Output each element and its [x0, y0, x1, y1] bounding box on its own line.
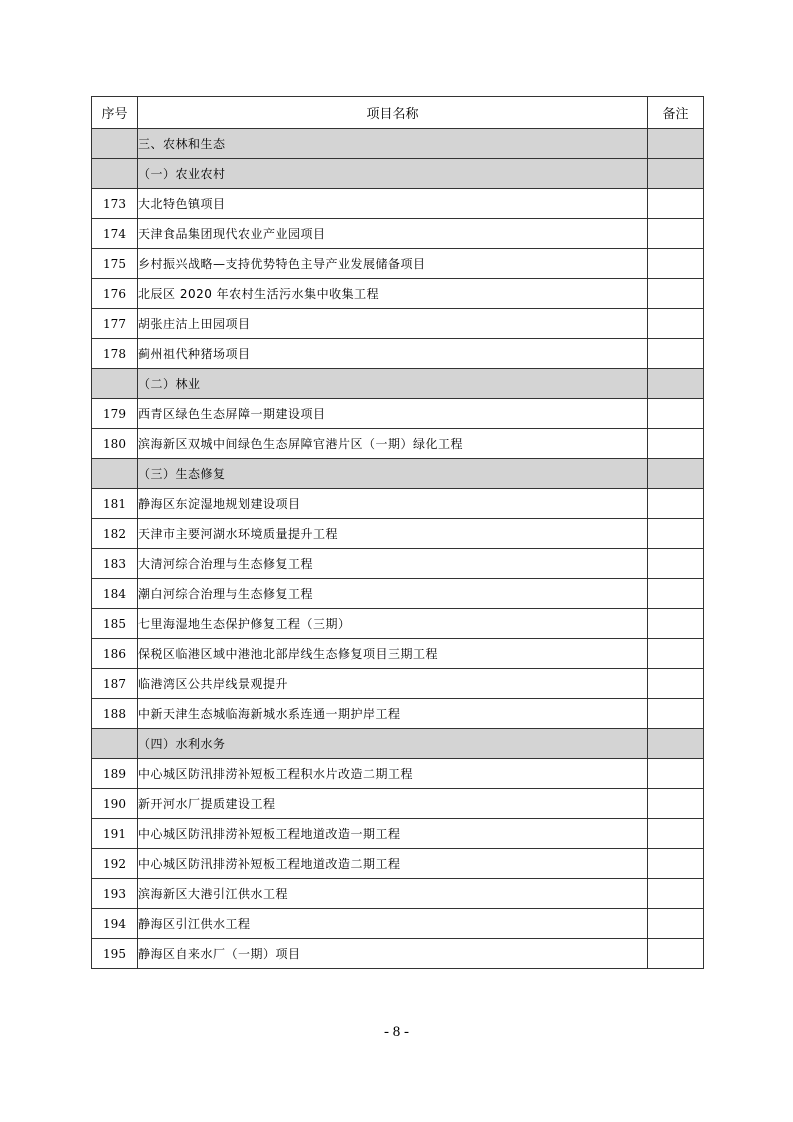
project-name: 保税区临港区域中港池北部岸线生态修复项目三期工程	[138, 639, 648, 669]
table-row	[92, 819, 704, 849]
table-row	[92, 519, 704, 549]
row-number: 193	[92, 879, 138, 909]
section-title: 三、农林和生态	[138, 129, 648, 159]
section-row	[92, 129, 704, 159]
project-name: 新开河水厂提质建设工程	[138, 789, 648, 819]
remarks-cell	[648, 129, 704, 159]
remarks-cell	[648, 939, 704, 969]
project-name: 静海区自来水厂（一期）项目	[138, 939, 648, 969]
row-number: 184	[92, 579, 138, 609]
remarks-cell	[648, 459, 704, 489]
remarks-cell	[648, 609, 704, 639]
table-row	[92, 399, 704, 429]
table-row	[92, 609, 704, 639]
project-name: 静海区东淀湿地规划建设项目	[138, 489, 648, 519]
row-number: 173	[92, 189, 138, 219]
table-row	[92, 849, 704, 879]
project-table	[91, 96, 704, 969]
row-number: 194	[92, 909, 138, 939]
project-name: 中心城区防汛排涝补短板工程地道改造二期工程	[138, 849, 648, 879]
table-row	[92, 219, 704, 249]
header-number: 序号	[92, 97, 138, 129]
remarks-cell	[648, 489, 704, 519]
row-number: 195	[92, 939, 138, 969]
project-name: 中新天津生态城临海新城水系连通一期护岸工程	[138, 699, 648, 729]
project-name: 北辰区 2020 年农村生活污水集中收集工程	[138, 279, 648, 309]
table-row	[92, 309, 704, 339]
section-title: （二）林业	[138, 369, 648, 399]
table-row	[92, 879, 704, 909]
table-row	[92, 759, 704, 789]
section-title: （三）生态修复	[138, 459, 648, 489]
row-number: 191	[92, 819, 138, 849]
section-row	[92, 729, 704, 759]
remarks-cell	[648, 639, 704, 669]
page-number: - 8 -	[384, 1024, 409, 1040]
row-number: 187	[92, 669, 138, 699]
remarks-cell	[648, 309, 704, 339]
table-row	[92, 489, 704, 519]
remarks-cell	[648, 909, 704, 939]
row-number: 174	[92, 219, 138, 249]
remarks-cell	[648, 369, 704, 399]
project-name: 大清河综合治理与生态修复工程	[138, 549, 648, 579]
remarks-cell	[648, 279, 704, 309]
remarks-cell	[648, 819, 704, 849]
remarks-cell	[648, 879, 704, 909]
row-number: 180	[92, 429, 138, 459]
table-row	[92, 579, 704, 609]
section-row	[92, 369, 704, 399]
table-row	[92, 339, 704, 369]
remarks-cell	[648, 549, 704, 579]
row-number	[92, 159, 138, 189]
remarks-cell	[648, 789, 704, 819]
project-name: 西青区绿色生态屏障一期建设项目	[138, 399, 648, 429]
row-number: 179	[92, 399, 138, 429]
remarks-cell	[648, 729, 704, 759]
table-row	[92, 429, 704, 459]
table-row	[92, 189, 704, 219]
remarks-cell	[648, 249, 704, 279]
project-name: 中心城区防汛排涝补短板工程积水片改造二期工程	[138, 759, 648, 789]
row-number	[92, 369, 138, 399]
table-row	[92, 639, 704, 669]
table-row	[92, 939, 704, 969]
row-number: 186	[92, 639, 138, 669]
row-number: 189	[92, 759, 138, 789]
row-number: 181	[92, 489, 138, 519]
row-number: 185	[92, 609, 138, 639]
project-name: 七里海湿地生态保护修复工程（三期）	[138, 609, 648, 639]
project-name: 滨海新区双城中间绿色生态屏障官港片区（一期）绿化工程	[138, 429, 648, 459]
remarks-cell	[648, 699, 704, 729]
table-row	[92, 789, 704, 819]
row-number	[92, 459, 138, 489]
project-name: 滨海新区大港引江供水工程	[138, 879, 648, 909]
header-project-name: 项目名称	[138, 97, 648, 129]
project-name: 天津市主要河湖水环境质量提升工程	[138, 519, 648, 549]
table-body	[92, 129, 704, 969]
project-name: 临港湾区公共岸线景观提升	[138, 669, 648, 699]
remarks-cell	[648, 189, 704, 219]
remarks-cell	[648, 429, 704, 459]
project-name: 中心城区防汛排涝补短板工程地道改造一期工程	[138, 819, 648, 849]
section-row	[92, 159, 704, 189]
table-row	[92, 279, 704, 309]
project-name: 大北特色镇项目	[138, 189, 648, 219]
remarks-cell	[648, 759, 704, 789]
table-row	[92, 699, 704, 729]
project-name: 胡张庄沽上田园项目	[138, 309, 648, 339]
row-number: 188	[92, 699, 138, 729]
table-row	[92, 909, 704, 939]
row-number	[92, 129, 138, 159]
row-number: 183	[92, 549, 138, 579]
remarks-cell	[648, 399, 704, 429]
table-header-row	[92, 97, 704, 129]
row-number	[92, 729, 138, 759]
remarks-cell	[648, 669, 704, 699]
remarks-cell	[648, 519, 704, 549]
remarks-cell	[648, 849, 704, 879]
header-remarks: 备注	[648, 97, 704, 129]
row-number: 178	[92, 339, 138, 369]
project-name: 乡村振兴战略—支持优势特色主导产业发展储备项目	[138, 249, 648, 279]
row-number: 175	[92, 249, 138, 279]
row-number: 177	[92, 309, 138, 339]
row-number: 192	[92, 849, 138, 879]
remarks-cell	[648, 159, 704, 189]
table-row	[92, 249, 704, 279]
section-title: （一）农业农村	[138, 159, 648, 189]
project-name: 天津食品集团现代农业产业园项目	[138, 219, 648, 249]
remarks-cell	[648, 579, 704, 609]
project-name: 潮白河综合治理与生态修复工程	[138, 579, 648, 609]
table-row	[92, 549, 704, 579]
row-number: 190	[92, 789, 138, 819]
row-number: 176	[92, 279, 138, 309]
project-name: 静海区引江供水工程	[138, 909, 648, 939]
remarks-cell	[648, 339, 704, 369]
row-number: 182	[92, 519, 138, 549]
remarks-cell	[648, 219, 704, 249]
section-row	[92, 459, 704, 489]
section-title: （四）水利水务	[138, 729, 648, 759]
table-row	[92, 669, 704, 699]
project-name: 蓟州祖代种猪场项目	[138, 339, 648, 369]
